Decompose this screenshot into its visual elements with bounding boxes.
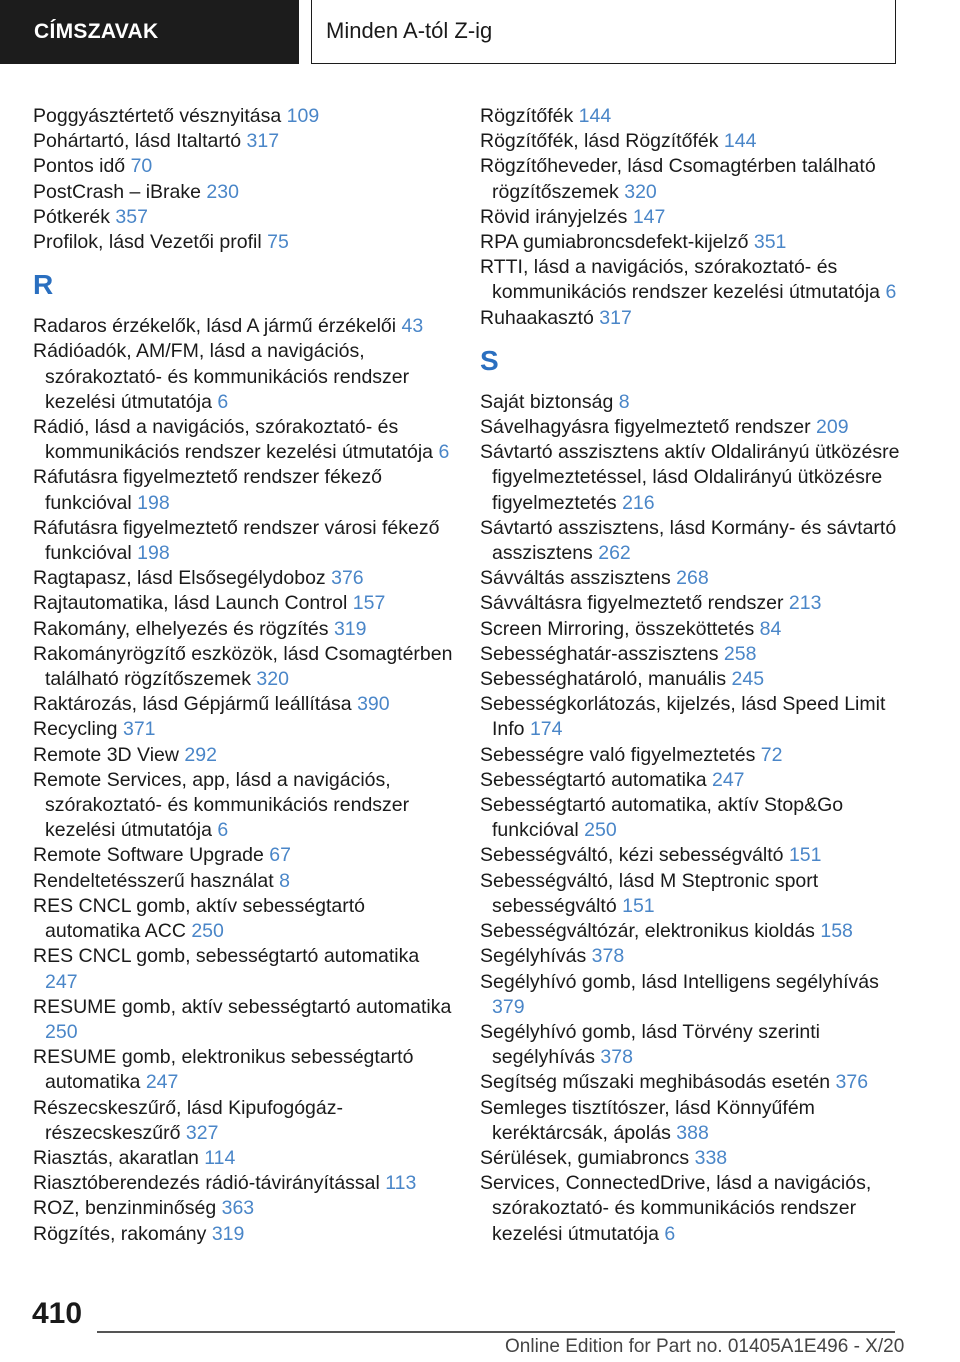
section-tab: CÍMSZAVAK: [0, 0, 299, 64]
index-entry: [480, 743, 910, 768]
entry-term: Sávelhagyásra figyelmeztető rendszer: [480, 416, 811, 439]
index-entry: [33, 1146, 453, 1171]
entry-term: Raktározás, lásd Gépjármű leállítása: [33, 693, 352, 716]
page-link[interactable]: 198: [137, 491, 170, 514]
index-entry: [33, 339, 453, 415]
entry-term: PostCrash – iBrake: [33, 180, 201, 203]
index-entry: [33, 516, 453, 566]
page-header: [0, 0, 960, 66]
page-link[interactable]: 268: [676, 567, 709, 590]
entry-term: Radaros érzékelők, lásd A jármű érzékelői: [33, 315, 397, 338]
index-entry: [33, 154, 453, 179]
index-entry: [33, 1096, 453, 1146]
index-entry: [33, 1222, 453, 1247]
entry-term: RES CNCL gomb, aktív sebességtartó automatika ACC: [33, 894, 366, 943]
index-entry: [480, 692, 910, 742]
page-link[interactable]: 67: [269, 844, 291, 867]
entry-term: RES CNCL gomb, sebességtartó automatika: [33, 945, 420, 968]
entry-term: Ragtapasz, lásd Elsősegélydoboz: [33, 567, 326, 590]
page-link[interactable]: 8: [618, 390, 630, 413]
entry-term: Remote Software Upgrade: [33, 844, 264, 867]
index-entry: [33, 894, 453, 944]
entry-term: Rakományrögzítő eszközök, lásd Csomagtérben található rögzítőszemek: [33, 642, 453, 691]
index-entry: [480, 642, 910, 667]
index-letter-heading: S: [480, 344, 499, 376]
page-link[interactable]: 250: [584, 819, 617, 842]
page-link[interactable]: 43: [401, 315, 424, 338]
page-link[interactable]: 388: [676, 1121, 709, 1144]
page-link[interactable]: 250: [191, 920, 224, 943]
index-entry: [33, 205, 453, 230]
index-column-right: [480, 104, 910, 1247]
index-entry: [480, 566, 910, 591]
page-link[interactable]: 157: [352, 592, 386, 615]
page-number: 410: [32, 1297, 83, 1330]
entry-term: Részecskeszűrő, lásd Kipufogógáz-részecskeszűrő: [33, 1096, 343, 1144]
page-link[interactable]: 216: [622, 491, 655, 514]
page-link[interactable]: 371: [122, 718, 156, 741]
index-entry: [480, 843, 910, 868]
page-link[interactable]: 245: [731, 668, 765, 691]
index-entry: [480, 919, 910, 944]
entry-term: Services, ConnectedDrive, lásd a navigációs, szórakoztató- és kommunikációs rendszer kezelési útmutatója: [480, 1172, 872, 1245]
page-link[interactable]: 376: [835, 1071, 869, 1094]
entry-term: Segítség műszaki meghibásodás esetén: [480, 1071, 831, 1094]
index-entry: [33, 944, 453, 994]
index-entry: [480, 869, 910, 919]
entry-term: Remote Services, app, lásd a navigációs, szórakoztató- és kommunikációs rendszer kezelési útmutatója: [33, 768, 410, 842]
page-link[interactable]: 174: [529, 718, 563, 741]
index-entry: [33, 1045, 453, 1095]
entry-term: Segélyhívó gomb, lásd Törvény szerinti segélyhívás: [480, 1020, 820, 1069]
index-entry: [33, 617, 453, 642]
entry-term: Segélyhívás: [480, 945, 587, 968]
index-entry: [480, 1146, 910, 1171]
index-entry: [480, 516, 910, 566]
page-link[interactable]: 317: [246, 130, 280, 153]
index-entry: [480, 1171, 910, 1247]
index-entry: [480, 440, 910, 516]
index-entry: [33, 566, 453, 591]
entry-term: Sérülések, gumiabroncs: [480, 1146, 690, 1169]
index-entry: [480, 944, 910, 969]
page-link[interactable]: 6: [217, 390, 229, 413]
index-entry: [480, 667, 910, 692]
entry-term: RESUME gomb, elektronikus sebességtartó automatika: [33, 1046, 414, 1094]
page-link[interactable]: 351: [753, 231, 787, 254]
page-link[interactable]: 357: [115, 205, 148, 228]
entry-term: Profilok, lásd Vezetői profil: [33, 231, 262, 254]
entry-term: Sávtartó asszisztens aktív Oldalirányú ütközésre figyelmeztetéssel, lásd Oldalirányú ütközésre figyelmeztetés: [480, 441, 900, 514]
entry-term: Sebességkorlátozás, kijelzés, lásd Speed Limit Info: [480, 693, 886, 741]
entry-term: Remote 3D View: [33, 743, 179, 766]
entry-term: Sebességhatároló, manuális: [480, 668, 727, 691]
index-entry: [33, 1196, 453, 1221]
entry-term: Rögzítőfék: [480, 105, 574, 127]
page-link[interactable]: 378: [591, 945, 625, 968]
entry-term: Sebességváltó, kézi sebességváltó: [480, 844, 784, 867]
entry-term: Pontos idő: [33, 155, 126, 178]
entry-term: Rádió, lásd a navigációs, szórakoztató- és kommunikációs rendszer kezelési útmutatója: [33, 416, 434, 464]
page-link[interactable]: 6: [664, 1222, 676, 1245]
entry-term: Poggyásztértető vésznyitása: [33, 105, 282, 127]
index-entry: [480, 1070, 910, 1095]
index-entry: [480, 415, 910, 440]
index-entry: [33, 768, 453, 844]
entry-term: Sebességváltózár, elektronikus kioldás: [480, 920, 815, 943]
page-link[interactable]: 247: [45, 970, 78, 993]
entry-term: Semleges tisztítószer, lásd Könnyűfém keréktárcsák, ápolás: [480, 1096, 815, 1144]
page-link[interactable]: 363: [221, 1197, 255, 1220]
page-link[interactable]: 70: [130, 155, 153, 178]
entry-term: RTTI, lásd a navigációs, szórakoztató- és kommunikációs rendszer kezelési útmutatója: [480, 256, 881, 304]
index-entry: [33, 1171, 453, 1196]
index-entry: [480, 129, 910, 154]
index-entry: [480, 1020, 910, 1070]
index-entry: [33, 642, 453, 692]
index-entry: [480, 230, 910, 255]
index-entry: [33, 591, 453, 616]
page-link[interactable]: 262: [598, 542, 631, 565]
page-link[interactable]: 230: [206, 180, 239, 203]
page-link[interactable]: 6: [438, 441, 450, 464]
index-entry: [33, 869, 453, 894]
entry-term: Sávváltásra figyelmeztető rendszer: [480, 592, 784, 615]
entry-term: Rögzítőfék, lásd Rögzítőfék: [480, 130, 719, 153]
page-link[interactable]: 144: [723, 130, 757, 153]
entry-term: Recycling: [33, 718, 118, 741]
entry-term: Saját biztonság: [480, 390, 614, 413]
entry-term: Ráfutásra figyelmeztető rendszer fékező funkcióval: [33, 466, 383, 514]
page-link[interactable]: 109: [286, 105, 320, 127]
entry-term: Segélyhívó gomb, lásd Intelligens segélyhívás: [480, 970, 879, 993]
entry-term: Screen Mirroring, összeköttetés: [480, 617, 755, 640]
entry-term: Rádióadók, AM/FM, lásd a navigációs, szórakoztató- és kommunikációs rendszer kezelési útmutatója: [33, 340, 410, 413]
page-link[interactable]: 151: [622, 894, 655, 917]
index-entry: [33, 314, 453, 339]
entry-term: Rajtautomatika, lásd Launch Control: [33, 592, 348, 615]
page-link[interactable]: 317: [599, 306, 632, 329]
entry-term: Rövid irányjelzés: [480, 205, 628, 228]
index-letter-heading: R: [33, 269, 54, 301]
page-link[interactable]: 379: [492, 995, 525, 1018]
page-link[interactable]: 198: [137, 542, 170, 565]
page-link[interactable]: 247: [145, 1071, 179, 1094]
page-link[interactable]: 75: [267, 231, 289, 254]
page-link[interactable]: 376: [331, 567, 364, 590]
index-entry: [33, 743, 453, 768]
page-link[interactable]: 72: [760, 743, 783, 766]
index-entry: [33, 129, 453, 154]
index-entry: [33, 465, 453, 515]
page-link[interactable]: 213: [788, 592, 822, 615]
index-entry: [480, 617, 910, 642]
index-entry: [33, 692, 453, 717]
page-link[interactable]: 250: [45, 1020, 78, 1043]
index-entry: [33, 843, 453, 868]
page-link[interactable]: 147: [632, 205, 666, 228]
entry-term: Rendeltetésszerű használat: [33, 869, 274, 892]
index-entry: [480, 255, 910, 305]
page-link[interactable]: 327: [185, 1121, 219, 1144]
index-entry: [480, 390, 910, 415]
index-entry: [480, 205, 910, 230]
index-column-left: [33, 104, 453, 1247]
footer-divider: [97, 1331, 895, 1333]
entry-term: Riasztás, akaratlan: [33, 1146, 199, 1169]
page-link[interactable]: 113: [385, 1172, 417, 1195]
page-link[interactable]: 258: [723, 642, 757, 665]
page-link[interactable]: 8: [279, 869, 290, 892]
index-entry: [33, 995, 453, 1045]
index-entry: [480, 306, 910, 331]
index-entry: [480, 1096, 910, 1146]
page-link[interactable]: 6: [885, 281, 897, 304]
page-link[interactable]: 292: [184, 743, 217, 766]
page-link[interactable]: 114: [204, 1146, 236, 1169]
page-link[interactable]: 319: [211, 1222, 245, 1245]
entry-term: RESUME gomb, aktív sebességtartó automatika: [33, 995, 452, 1018]
index-entry: [480, 591, 910, 616]
entry-term: Sebességhatár-asszisztens: [480, 642, 719, 665]
entry-term: Ráfutásra figyelmeztető rendszer városi fékező funkcióval: [33, 516, 440, 565]
subtitle-tab: Minden A-tól Z-ig: [311, 0, 896, 64]
entry-term: Rögzítőheveder, lásd Csomagtérben található rögzítőszemek: [480, 155, 876, 203]
entry-term: RPA gumiabroncsdefekt-kijelző: [480, 231, 749, 254]
entry-term: Sebességre való figyelmeztetés: [480, 743, 756, 766]
index-entry: [33, 104, 453, 129]
entry-term: Sávtartó asszisztens, lásd Kormány- és sávtartó asszisztens: [480, 516, 897, 565]
index-entry: [33, 180, 453, 205]
page-link[interactable]: 247: [711, 768, 745, 791]
index-entry: [480, 793, 910, 843]
entry-term: Riasztóberendezés rádió-távirányítással: [33, 1172, 380, 1195]
index-entry: [33, 230, 453, 255]
entry-term: Sebességváltó, lásd M Steptronic sport sebességváltó: [480, 869, 819, 917]
page-link[interactable]: 6: [217, 819, 229, 842]
entry-term: Rögzítés, rakomány: [33, 1222, 207, 1245]
page-link[interactable]: 320: [624, 180, 657, 203]
entry-term: Sebességtartó automatika, aktív Stop&Go funkcióval: [480, 794, 844, 842]
page-link[interactable]: 84: [759, 617, 782, 640]
entry-term: ROZ, benzinminőség: [33, 1197, 217, 1220]
index-entry: [480, 154, 910, 204]
page-link[interactable]: 209: [816, 416, 849, 439]
page-link[interactable]: 319: [333, 617, 367, 640]
entry-term: Rakomány, elhelyezés és rögzítés: [33, 617, 329, 640]
entry-term: Ruhaakasztó: [480, 306, 594, 329]
entry-term: Sebességtartó automatika: [480, 768, 707, 791]
index-entry: [480, 970, 910, 1020]
index-entry: [33, 415, 453, 465]
entry-term: Pótkerék: [33, 205, 110, 228]
page-link[interactable]: 390: [357, 693, 390, 716]
page-link[interactable]: 151: [788, 844, 822, 867]
edition-info: Online Edition for Part no. 01405A1E496 - X/20: [505, 1336, 905, 1357]
index-entry: [480, 104, 910, 129]
page-link[interactable]: 338: [694, 1146, 728, 1169]
page-link[interactable]: 144: [578, 105, 612, 127]
page-link[interactable]: 158: [820, 920, 853, 943]
index-entry: [480, 768, 910, 793]
entry-term: Sávváltás asszisztens: [480, 567, 671, 590]
page-link[interactable]: 320: [256, 668, 289, 691]
page-link[interactable]: 378: [600, 1046, 633, 1069]
entry-term: Pohártartó, lásd Italtartó: [33, 130, 242, 153]
index-entry: [33, 717, 453, 742]
